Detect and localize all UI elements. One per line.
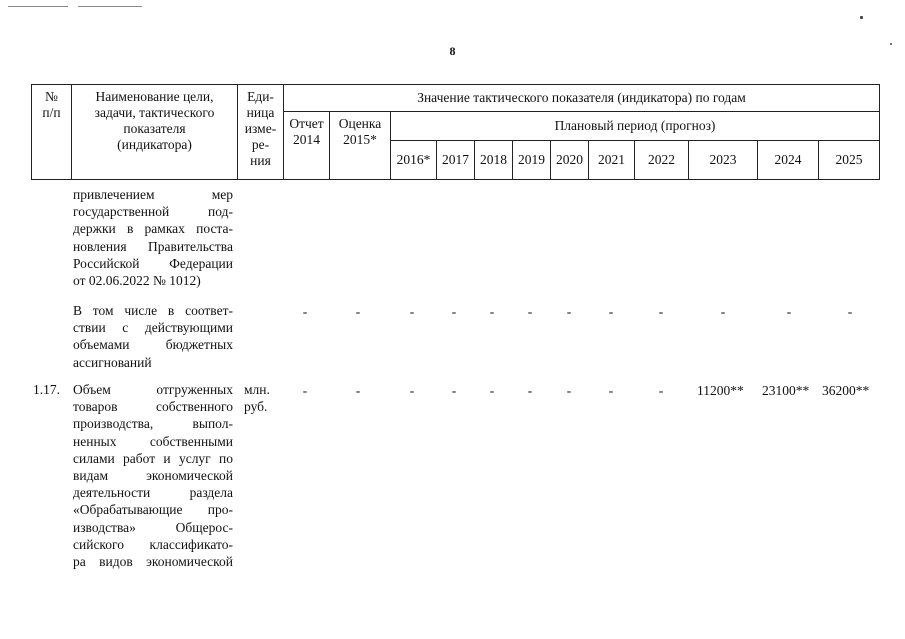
value-cell: - xyxy=(658,383,664,398)
header-estimate xyxy=(330,112,391,180)
value-cell: - xyxy=(302,383,308,398)
name-line: силами работ и услуг по xyxy=(73,450,233,466)
name-line: ра видов экономической xyxy=(73,554,233,570)
page-number: 8 xyxy=(449,44,456,58)
name-line: от 02.06.2022 № 1012) xyxy=(73,273,201,289)
name-line: держки в рамках поста- xyxy=(73,221,233,237)
value-cell: - xyxy=(786,304,792,319)
header-year: 2023 xyxy=(689,141,758,180)
row-continuation-name xyxy=(73,186,233,289)
header-unit-text: Еди- ница изме- ре- ния xyxy=(244,89,277,168)
name-line: привлечением мер xyxy=(73,187,233,202)
name-line: производства, выпол- xyxy=(73,416,233,432)
header-year: 2019 xyxy=(513,141,551,180)
value-cell: - xyxy=(566,304,572,319)
top-rule-left xyxy=(8,6,68,7)
value-cell: - xyxy=(658,304,664,319)
header-year: 2022 xyxy=(635,141,689,180)
value-cell: 11200** xyxy=(697,383,744,398)
row-budget-name xyxy=(73,302,233,371)
header-estimate-text: Оценка 2015* xyxy=(338,116,382,147)
value-cell: - xyxy=(451,383,457,398)
value-cell: 36200** xyxy=(822,383,870,398)
header-num xyxy=(32,85,72,180)
header-num-text: № п/п xyxy=(42,89,61,120)
value-cell: - xyxy=(566,383,572,398)
header-value-group: Значение тактического показателя (индикатора) по годам xyxy=(284,85,880,112)
value-cell: - xyxy=(489,383,495,398)
name-line: В том числе в соответ- xyxy=(73,303,233,318)
value-cell: - xyxy=(720,304,726,319)
name-line: ассигнований xyxy=(73,354,152,370)
header-name xyxy=(72,85,238,180)
name-line: «Обрабатывающие про- xyxy=(73,502,233,518)
header-year: 2024 xyxy=(758,141,819,180)
value-cell: - xyxy=(527,304,533,319)
value-cell: - xyxy=(409,304,415,319)
scan-speck xyxy=(860,16,863,19)
value-cell: - xyxy=(608,383,614,398)
name-line: новления Правительства xyxy=(73,238,233,254)
header-name-text: Наименование цели, задачи, тактического показателя (индикатора) xyxy=(94,89,215,152)
unit-line: млн. xyxy=(244,382,270,397)
name-line: государственной под- xyxy=(73,204,233,220)
header-year: 2016* xyxy=(391,141,437,180)
value-cell: 23100** xyxy=(762,383,810,398)
header-year: 2021 xyxy=(589,141,635,180)
value-cell: - xyxy=(451,304,457,319)
header-year: 2018 xyxy=(475,141,513,180)
value-cell: - xyxy=(608,304,614,319)
value-cell: - xyxy=(489,304,495,319)
name-line: деятельности раздела xyxy=(73,485,233,501)
name-line: Российской Федерации xyxy=(73,255,233,271)
name-line: ствии с действующими xyxy=(73,320,233,336)
indicator-table-header xyxy=(31,84,880,180)
name-line: ненных собственными xyxy=(73,433,233,449)
name-line: Объем отгруженных xyxy=(73,382,233,397)
value-cell: - xyxy=(847,304,853,319)
unit-line: руб. xyxy=(244,399,268,415)
header-report xyxy=(284,112,330,180)
row-1-17-num: 1.17. xyxy=(33,382,60,397)
value-cell: - xyxy=(409,383,415,398)
header-year: 2017 xyxy=(437,141,475,180)
value-cell: - xyxy=(302,304,308,319)
name-line: товаров собственного xyxy=(73,399,233,415)
header-report-text: Отчет 2014 xyxy=(289,116,324,147)
name-line: сийского классификато- xyxy=(73,536,233,552)
row-1-17-unit xyxy=(244,381,270,415)
header-year: 2020 xyxy=(551,141,589,180)
header-plan-period: Плановый период (прогноз) xyxy=(391,112,880,141)
name-line: видам экономической xyxy=(73,468,233,484)
top-rule-right xyxy=(78,6,142,7)
row-1-17-name xyxy=(73,381,233,570)
header-unit xyxy=(238,85,284,180)
name-line: изводства» Общерос- xyxy=(73,519,233,535)
header-year: 2025 xyxy=(819,141,880,180)
value-cell: - xyxy=(527,383,533,398)
value-cell: - xyxy=(355,383,361,398)
name-line: объемами бюджетных xyxy=(73,337,233,353)
value-cell: - xyxy=(355,304,361,319)
